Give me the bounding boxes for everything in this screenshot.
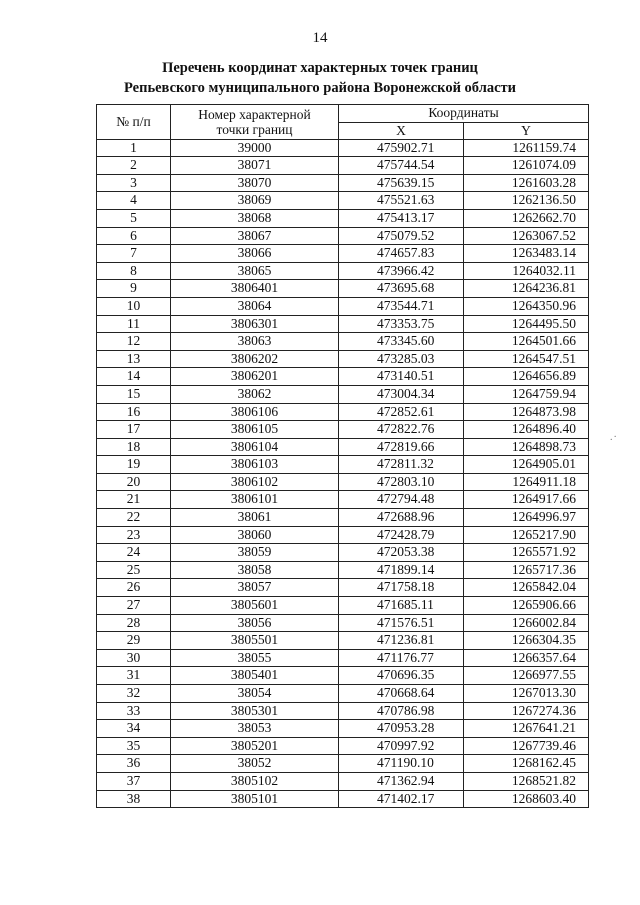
point-number-cell: 3805101 (171, 790, 339, 808)
table-row (97, 421, 589, 439)
point-number-cell: 38056 (171, 614, 339, 632)
document-title (0, 58, 640, 98)
row-number-cell: 15 (97, 385, 171, 403)
row-number-cell: 9 (97, 280, 171, 298)
point-number-cell: 38070 (171, 174, 339, 192)
y-coordinate-cell: 1264905.01 (464, 456, 589, 474)
row-number-cell: 22 (97, 509, 171, 527)
table-row (97, 245, 589, 263)
x-coordinate-cell: 473695.68 (339, 280, 464, 298)
point-number-cell: 3805301 (171, 702, 339, 720)
y-coordinate-cell: 1264759.94 (464, 385, 589, 403)
table-row (97, 473, 589, 491)
row-number-cell: 35 (97, 737, 171, 755)
row-number-cell: 16 (97, 403, 171, 421)
point-number-cell: 38053 (171, 720, 339, 738)
table-row (97, 597, 589, 615)
x-coordinate-cell: 474657.83 (339, 245, 464, 263)
point-number-cell: 3806201 (171, 368, 339, 386)
x-coordinate-cell: 473004.34 (339, 385, 464, 403)
point-number-cell: 38052 (171, 755, 339, 773)
table-row (97, 509, 589, 527)
x-coordinate-cell: 472852.61 (339, 403, 464, 421)
point-number-cell: 38059 (171, 544, 339, 562)
y-coordinate-cell: 1268162.45 (464, 755, 589, 773)
point-number-cell: 3805201 (171, 737, 339, 755)
row-number-cell: 4 (97, 192, 171, 210)
point-number-cell: 38054 (171, 685, 339, 703)
table-row (97, 385, 589, 403)
table-row (97, 544, 589, 562)
point-number-cell: 3806102 (171, 473, 339, 491)
y-coordinate-cell: 1267013.30 (464, 685, 589, 703)
x-coordinate-cell: 470696.35 (339, 667, 464, 685)
point-number-cell: 3805401 (171, 667, 339, 685)
x-coordinate-cell: 472053.38 (339, 544, 464, 562)
table-row (97, 297, 589, 315)
x-coordinate-cell: 473544.71 (339, 297, 464, 315)
point-number-cell: 3806104 (171, 438, 339, 456)
point-number-cell: 38061 (171, 509, 339, 527)
table-row (97, 227, 589, 245)
y-coordinate-cell: 1264501.66 (464, 333, 589, 351)
y-coordinate-cell: 1264350.96 (464, 297, 589, 315)
y-coordinate-cell: 1264911.18 (464, 473, 589, 491)
row-number-cell: 23 (97, 526, 171, 544)
table-row (97, 192, 589, 210)
y-coordinate-cell: 1267739.46 (464, 737, 589, 755)
x-coordinate-cell: 475639.15 (339, 174, 464, 192)
y-coordinate-cell: 1264032.11 (464, 262, 589, 280)
row-number-cell: 18 (97, 438, 171, 456)
y-coordinate-cell: 1264917.66 (464, 491, 589, 509)
x-coordinate-cell: 471362.94 (339, 772, 464, 790)
y-coordinate-cell: 1265717.36 (464, 561, 589, 579)
row-number-cell: 32 (97, 685, 171, 703)
y-coordinate-cell: 1265842.04 (464, 579, 589, 597)
x-coordinate-cell: 471402.17 (339, 790, 464, 808)
table-row (97, 368, 589, 386)
point-number-cell: 38055 (171, 649, 339, 667)
header-y: Y (464, 122, 589, 139)
row-number-cell: 34 (97, 720, 171, 738)
y-coordinate-cell: 1262136.50 (464, 192, 589, 210)
y-coordinate-cell: 1266357.64 (464, 649, 589, 667)
row-number-cell: 3 (97, 174, 171, 192)
table-row (97, 737, 589, 755)
x-coordinate-cell: 470786.98 (339, 702, 464, 720)
x-coordinate-cell: 473345.60 (339, 333, 464, 351)
y-coordinate-cell: 1265217.90 (464, 526, 589, 544)
title-line-1: Перечень координат характерных точек границ (162, 60, 478, 76)
point-number-cell: 38063 (171, 333, 339, 351)
row-number-cell: 19 (97, 456, 171, 474)
row-number-cell: 11 (97, 315, 171, 333)
row-number-cell: 7 (97, 245, 171, 263)
x-coordinate-cell: 472811.32 (339, 456, 464, 474)
point-number-cell: 3806202 (171, 350, 339, 368)
row-number-cell: 33 (97, 702, 171, 720)
y-coordinate-cell: 1263483.14 (464, 245, 589, 263)
row-number-cell: 6 (97, 227, 171, 245)
table-row (97, 667, 589, 685)
row-number-cell: 29 (97, 632, 171, 650)
row-number-cell: 17 (97, 421, 171, 439)
x-coordinate-cell: 470668.64 (339, 685, 464, 703)
y-coordinate-cell: 1266977.55 (464, 667, 589, 685)
page-number: 14 (312, 30, 328, 46)
y-coordinate-cell: 1264898.73 (464, 438, 589, 456)
y-coordinate-cell: 1261603.28 (464, 174, 589, 192)
x-coordinate-cell: 473285.03 (339, 350, 464, 368)
row-number-cell: 28 (97, 614, 171, 632)
y-coordinate-cell: 1265571.92 (464, 544, 589, 562)
row-number-cell: 2 (97, 157, 171, 175)
row-number-cell: 26 (97, 579, 171, 597)
point-number-cell: 39000 (171, 139, 339, 157)
x-coordinate-cell: 472688.96 (339, 509, 464, 527)
x-coordinate-cell: 471190.10 (339, 755, 464, 773)
table-row (97, 139, 589, 157)
row-number-cell: 20 (97, 473, 171, 491)
table-row (97, 720, 589, 738)
point-number-cell: 38062 (171, 385, 339, 403)
point-number-cell: 38057 (171, 579, 339, 597)
row-number-cell: 36 (97, 755, 171, 773)
row-number-cell: 14 (97, 368, 171, 386)
point-number-cell: 38065 (171, 262, 339, 280)
table-row (97, 649, 589, 667)
x-coordinate-cell: 472428.79 (339, 526, 464, 544)
row-number-cell: 21 (97, 491, 171, 509)
table-body (97, 139, 589, 808)
point-number-cell: 38064 (171, 297, 339, 315)
table-row (97, 438, 589, 456)
row-number-cell: 1 (97, 139, 171, 157)
point-number-cell: 3806103 (171, 456, 339, 474)
row-number-cell: 25 (97, 561, 171, 579)
row-number-cell: 24 (97, 544, 171, 562)
point-number-cell: 38069 (171, 192, 339, 210)
point-number-cell: 3806106 (171, 403, 339, 421)
table-row (97, 561, 589, 579)
point-number-cell: 38068 (171, 209, 339, 227)
point-number-cell: 3806105 (171, 421, 339, 439)
row-number-cell: 12 (97, 333, 171, 351)
table-row (97, 755, 589, 773)
row-number-cell: 8 (97, 262, 171, 280)
table-row (97, 333, 589, 351)
x-coordinate-cell: 470953.28 (339, 720, 464, 738)
y-coordinate-cell: 1264495.50 (464, 315, 589, 333)
row-number-cell: 10 (97, 297, 171, 315)
row-number-cell: 31 (97, 667, 171, 685)
margin-mark: .· (610, 432, 618, 443)
x-coordinate-cell: 470997.92 (339, 737, 464, 755)
point-number-cell: 38067 (171, 227, 339, 245)
x-coordinate-cell: 471176.77 (339, 649, 464, 667)
y-coordinate-cell: 1264236.81 (464, 280, 589, 298)
table-row (97, 209, 589, 227)
x-coordinate-cell: 471685.11 (339, 597, 464, 615)
table-row (97, 491, 589, 509)
y-coordinate-cell: 1262662.70 (464, 209, 589, 227)
table-row (97, 790, 589, 808)
point-number-cell: 38071 (171, 157, 339, 175)
x-coordinate-cell: 473353.75 (339, 315, 464, 333)
table-row (97, 280, 589, 298)
x-coordinate-cell: 475521.63 (339, 192, 464, 210)
y-coordinate-cell: 1267274.36 (464, 702, 589, 720)
y-coordinate-cell: 1268521.82 (464, 772, 589, 790)
row-number-cell: 5 (97, 209, 171, 227)
table-row (97, 614, 589, 632)
point-number-cell: 38058 (171, 561, 339, 579)
x-coordinate-cell: 472803.10 (339, 473, 464, 491)
x-coordinate-cell: 472819.66 (339, 438, 464, 456)
y-coordinate-cell: 1266002.84 (464, 614, 589, 632)
table-row (97, 772, 589, 790)
coordinates-table (96, 104, 589, 808)
header-row (97, 105, 589, 123)
table-row (97, 456, 589, 474)
point-number-cell: 3806101 (171, 491, 339, 509)
row-number-cell: 27 (97, 597, 171, 615)
row-number-cell: 37 (97, 772, 171, 790)
x-coordinate-cell: 473140.51 (339, 368, 464, 386)
table-row (97, 174, 589, 192)
header-point-line-2: точки границ (216, 122, 293, 138)
point-number-cell: 3805501 (171, 632, 339, 650)
point-number-cell: 3805102 (171, 772, 339, 790)
y-coordinate-cell: 1261074.09 (464, 157, 589, 175)
x-coordinate-cell: 471899.14 (339, 561, 464, 579)
x-coordinate-cell: 471236.81 (339, 632, 464, 650)
y-coordinate-cell: 1263067.52 (464, 227, 589, 245)
y-coordinate-cell: 1267641.21 (464, 720, 589, 738)
table-row (97, 632, 589, 650)
x-coordinate-cell: 471758.18 (339, 579, 464, 597)
point-number-cell: 38066 (171, 245, 339, 263)
table-row (97, 702, 589, 720)
header-x: X (339, 122, 464, 139)
table-row (97, 350, 589, 368)
y-coordinate-cell: 1266304.35 (464, 632, 589, 650)
row-number-cell: 38 (97, 790, 171, 808)
y-coordinate-cell: 1264656.89 (464, 368, 589, 386)
row-number-cell: 30 (97, 649, 171, 667)
row-number-cell: 13 (97, 350, 171, 368)
point-number-cell: 38060 (171, 526, 339, 544)
table-row (97, 403, 589, 421)
y-coordinate-cell: 1264996.97 (464, 509, 589, 527)
y-coordinate-cell: 1264547.51 (464, 350, 589, 368)
y-coordinate-cell: 1265906.66 (464, 597, 589, 615)
x-coordinate-cell: 472822.76 (339, 421, 464, 439)
table-row (97, 315, 589, 333)
x-coordinate-cell: 475413.17 (339, 209, 464, 227)
coordinates-table-wrapper (96, 104, 588, 808)
header-point (171, 105, 339, 140)
title-line-2: Репьевского муниципального района Воронежской области (124, 80, 516, 96)
table-row (97, 526, 589, 544)
y-coordinate-cell: 1264896.40 (464, 421, 589, 439)
y-coordinate-cell: 1268603.40 (464, 790, 589, 808)
table-row (97, 157, 589, 175)
table-row (97, 579, 589, 597)
x-coordinate-cell: 471576.51 (339, 614, 464, 632)
x-coordinate-cell: 475744.54 (339, 157, 464, 175)
point-number-cell: 3806301 (171, 315, 339, 333)
point-number-cell: 3805601 (171, 597, 339, 615)
table-row (97, 685, 589, 703)
x-coordinate-cell: 475902.71 (339, 139, 464, 157)
x-coordinate-cell: 472794.48 (339, 491, 464, 509)
header-point-line-1: Номер характерной (198, 107, 311, 123)
y-coordinate-cell: 1261159.74 (464, 139, 589, 157)
y-coordinate-cell: 1264873.98 (464, 403, 589, 421)
x-coordinate-cell: 475079.52 (339, 227, 464, 245)
header-number: № п/п (97, 105, 171, 140)
header-coordinates: Координаты (339, 105, 589, 123)
x-coordinate-cell: 473966.42 (339, 262, 464, 280)
table-row (97, 262, 589, 280)
point-number-cell: 3806401 (171, 280, 339, 298)
